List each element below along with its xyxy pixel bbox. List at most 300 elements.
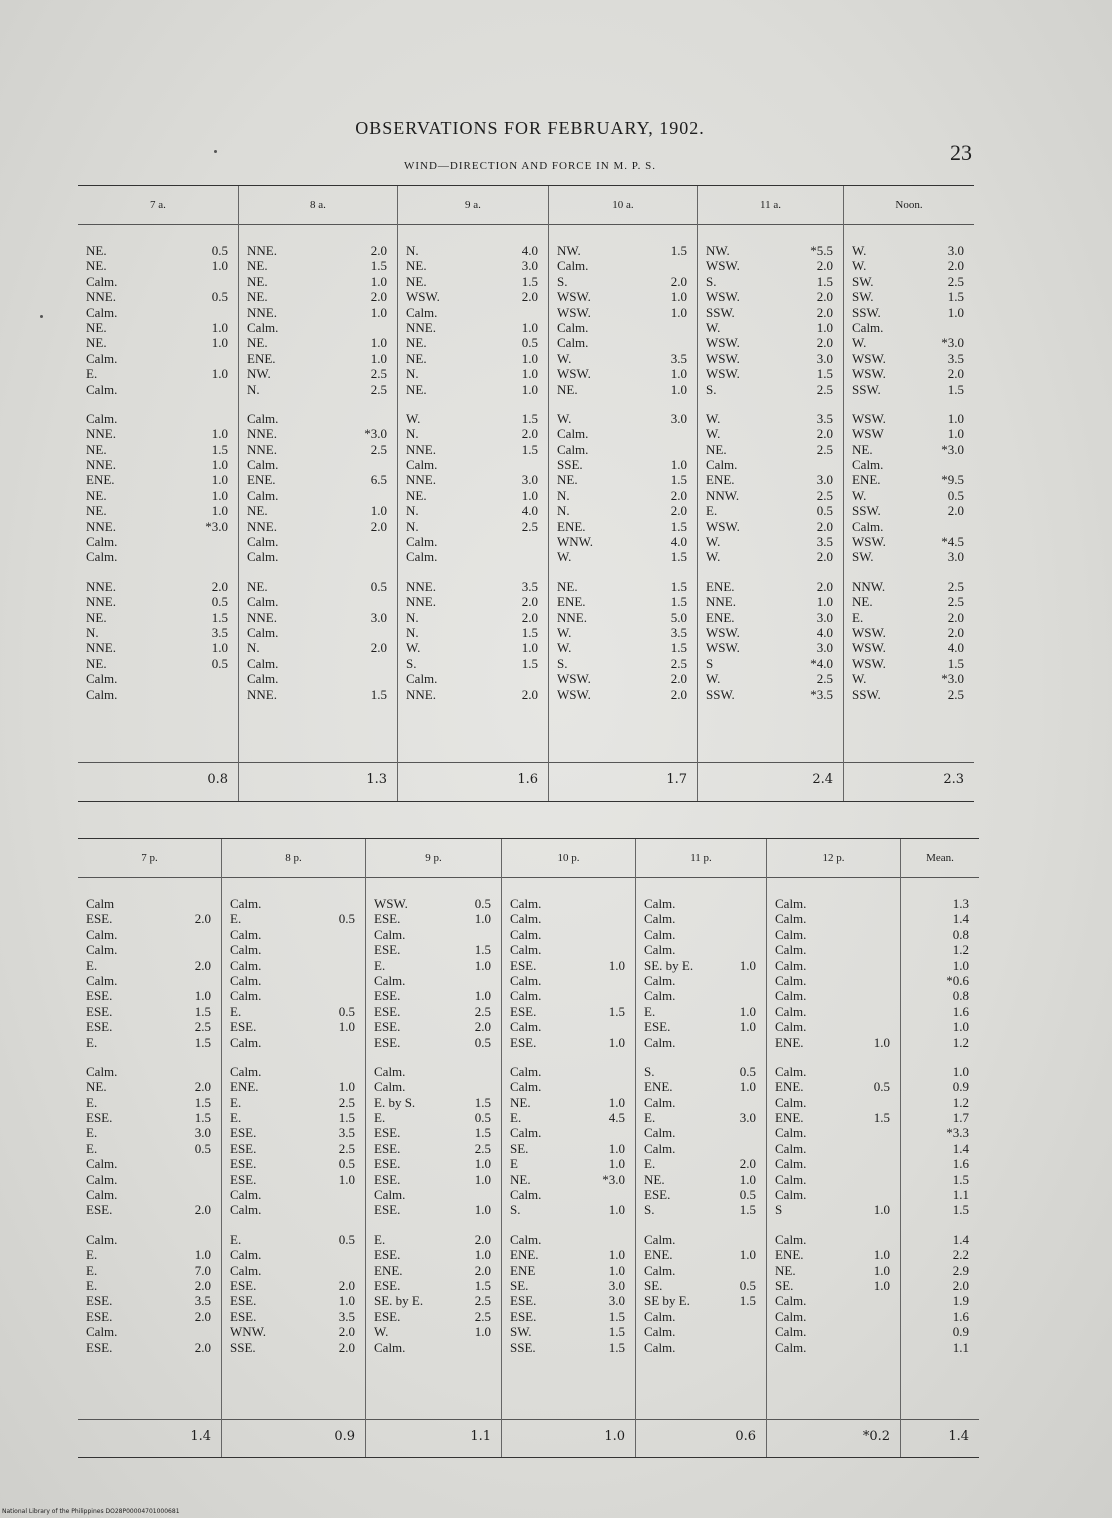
table-row <box>78 243 238 258</box>
table-row <box>636 1247 766 1262</box>
table-row <box>78 625 238 640</box>
table-row <box>366 942 501 957</box>
table-row <box>78 1125 221 1140</box>
wind-force: 0.5 <box>474 1110 491 1126</box>
wind-direction: NE. <box>406 350 427 366</box>
wind-force: 2.0 <box>370 243 387 258</box>
table-row <box>698 472 843 487</box>
wind-direction: NNE. <box>86 289 116 305</box>
wind-force: *3.0 <box>941 335 964 351</box>
wind-direction: ENE. <box>706 578 735 594</box>
table-row <box>549 442 697 457</box>
wind-force: 1.5 <box>816 366 833 382</box>
table-row <box>698 519 843 534</box>
table-row <box>78 1141 221 1156</box>
wind-direction: NE. <box>852 441 873 457</box>
wind-direction: Calm. <box>406 549 438 565</box>
wind-direction: SSW. <box>852 503 881 519</box>
table-row <box>239 579 397 594</box>
wind-force: 0.5 <box>211 289 228 305</box>
wind-direction: NE. <box>557 472 578 488</box>
column-mean-value: 2.3 <box>943 772 964 787</box>
table-row <box>844 320 974 335</box>
wind-direction: ENE. <box>644 1079 673 1095</box>
wind-direction: Calm. <box>86 350 118 366</box>
wind-force: 1.4 <box>952 1140 969 1156</box>
wind-force: 2.5 <box>947 273 964 289</box>
wind-force: 0.5 <box>194 1140 211 1156</box>
table-row <box>239 534 397 549</box>
wind-force: 1.5 <box>474 1094 491 1110</box>
wind-force: 3.0 <box>816 640 833 656</box>
wind-force: 0.5 <box>739 1063 756 1079</box>
wind-force: *4.5 <box>941 534 964 550</box>
table-row <box>767 1141 900 1156</box>
table-row <box>222 1293 365 1308</box>
table-row <box>502 1079 635 1094</box>
wind-direction: SSW. <box>706 686 735 702</box>
table-row <box>636 1187 766 1202</box>
table-row <box>78 534 238 549</box>
wind-force: 1.0 <box>873 1277 890 1293</box>
wind-force: 2.0 <box>474 1019 491 1035</box>
wind-force: 2.5 <box>370 441 387 457</box>
wind-direction: E. <box>644 1110 656 1126</box>
table-row <box>398 656 548 671</box>
wind-direction: E. <box>230 1110 242 1126</box>
table-column <box>548 186 697 801</box>
wind-force: 2.0 <box>521 289 538 305</box>
table-row <box>398 442 548 457</box>
scan-footer: National Library of the Philippines DO28P00004701000681 <box>2 1508 180 1515</box>
wind-force: 2.0 <box>194 1202 211 1218</box>
column-mean <box>502 1419 635 1458</box>
table-row <box>549 411 697 426</box>
wind-force: 7.0 <box>194 1262 211 1278</box>
table-row <box>844 687 974 702</box>
wind-force: 1.0 <box>670 381 687 397</box>
table-row <box>767 1079 900 1094</box>
wind-force: 2.5 <box>370 366 387 382</box>
table-row <box>549 366 697 381</box>
wind-force: 1.0 <box>873 1202 890 1218</box>
table-row <box>549 258 697 273</box>
wind-direction: Calm. <box>86 304 118 320</box>
wind-direction: ENE. <box>247 350 276 366</box>
wind-force: 1.0 <box>608 1140 625 1156</box>
table-row <box>78 1187 221 1202</box>
wind-direction: W. <box>706 319 721 335</box>
wind-force: 1.0 <box>739 1247 756 1263</box>
wind-direction: SSW. <box>706 304 735 320</box>
table-row <box>78 1079 221 1094</box>
wind-direction: Calm. <box>247 624 279 640</box>
wind-direction: Calm. <box>510 1231 542 1247</box>
column-mean <box>767 1419 900 1458</box>
wind-force: 1.2 <box>952 1094 969 1110</box>
wind-force: 3.5 <box>338 1308 355 1324</box>
wind-direction: NE. <box>86 335 107 351</box>
wind-direction: ESE. <box>374 1003 401 1019</box>
wind-direction: ESE. <box>510 1003 537 1019</box>
table-row <box>549 610 697 625</box>
wind-direction: SSE. <box>230 1339 256 1355</box>
wind-force: 1.6 <box>952 1003 969 1019</box>
wind-direction: WNW. <box>557 534 593 550</box>
table-row <box>844 351 974 366</box>
wind-force: 1.0 <box>947 410 964 426</box>
wind-direction: NNE. <box>86 457 116 473</box>
wind-force: 1.0 <box>608 1262 625 1278</box>
wind-direction: N. <box>86 624 99 640</box>
wind-direction: ESE. <box>230 1171 257 1187</box>
wind-direction: SE. <box>510 1140 529 1156</box>
wind-direction: E. <box>230 911 242 927</box>
wind-direction: Calm. <box>86 671 118 687</box>
wind-direction: E. by S. <box>374 1094 416 1110</box>
table-row <box>636 1232 766 1247</box>
wind-direction: N. <box>406 366 419 382</box>
table-row <box>844 426 974 441</box>
wind-direction: NE. <box>510 1171 531 1187</box>
table-row <box>78 1202 221 1217</box>
table-column <box>78 839 221 1457</box>
table-row <box>698 305 843 320</box>
wind-force: 1.0 <box>194 988 211 1004</box>
wind-force: 1.4 <box>952 1231 969 1247</box>
wind-direction: NE. <box>406 258 427 274</box>
table-row <box>767 973 900 988</box>
table-row <box>239 503 397 518</box>
wind-direction: Calm. <box>775 957 807 973</box>
wind-direction: E. <box>86 366 98 382</box>
wind-direction: NE. <box>86 441 107 457</box>
wind-direction: Calm. <box>706 457 738 473</box>
wind-force: *0.6 <box>946 972 969 988</box>
wind-direction: Calm. <box>374 926 406 942</box>
table-row <box>698 534 843 549</box>
table-row <box>844 519 974 534</box>
wind-direction: NE. <box>86 503 107 519</box>
wind-direction: E. <box>86 1140 98 1156</box>
table-row <box>901 1156 979 1171</box>
wind-force: 1.0 <box>873 1247 890 1263</box>
table-row <box>502 1278 635 1293</box>
table-row <box>767 896 900 911</box>
table-row <box>222 942 365 957</box>
wind-direction: Calm. <box>510 988 542 1004</box>
table-row <box>78 1278 221 1293</box>
wind-direction: ENE. <box>644 1247 673 1263</box>
wind-force: 2.5 <box>670 655 687 671</box>
wind-direction: Calm. <box>247 534 279 550</box>
table-row <box>239 351 397 366</box>
wind-direction: ENE. <box>557 594 586 610</box>
wind-direction: ESE. <box>510 1034 537 1050</box>
table-row <box>502 1064 635 1079</box>
wind-direction: NW. <box>557 243 581 258</box>
wind-force: *3.0 <box>941 671 964 687</box>
table-row <box>502 1019 635 1034</box>
lower-wind-table <box>78 838 979 1458</box>
wind-direction: Calm. <box>86 410 118 426</box>
table-row <box>78 594 238 609</box>
wind-force: 2.0 <box>670 273 687 289</box>
wind-force: 1.5 <box>338 1110 355 1126</box>
wind-force: 2.0 <box>474 1231 491 1247</box>
table-row <box>78 1263 221 1278</box>
wind-direction: ESE. <box>230 1125 257 1141</box>
table-column <box>78 186 238 801</box>
wind-direction: N. <box>406 518 419 534</box>
table-row <box>698 579 843 594</box>
wind-direction: Calm. <box>644 896 676 911</box>
table-row <box>78 335 238 350</box>
wind-force: 2.0 <box>521 426 538 442</box>
table-row <box>366 973 501 988</box>
wind-direction: S. <box>644 1063 655 1079</box>
wind-direction: E. <box>644 1156 656 1172</box>
wind-direction: NNE. <box>406 472 436 488</box>
wind-direction: W. <box>374 1324 389 1340</box>
table-row <box>502 1095 635 1110</box>
wind-direction: ESE. <box>374 911 401 927</box>
wind-direction: Calm. <box>644 1324 676 1340</box>
wind-force: 2.5 <box>194 1019 211 1035</box>
table-row <box>78 1156 221 1171</box>
table-row <box>901 927 979 942</box>
column-header: 12 p. <box>767 839 900 878</box>
table-row <box>549 335 697 350</box>
wind-direction: SE. <box>644 1277 663 1293</box>
table-column <box>900 839 979 1457</box>
table-row <box>901 973 979 988</box>
wind-direction: E. <box>86 1094 98 1110</box>
table-row <box>767 1019 900 1034</box>
table-row <box>549 305 697 320</box>
table-row <box>767 1004 900 1019</box>
wind-force: 1.0 <box>521 381 538 397</box>
table-row <box>78 274 238 289</box>
table-row <box>767 1247 900 1262</box>
wind-force: 1.0 <box>670 304 687 320</box>
table-row <box>901 1263 979 1278</box>
wind-force: 4.5 <box>608 1110 625 1126</box>
table-row <box>698 411 843 426</box>
wind-direction: ESE. <box>86 1293 113 1309</box>
table-row <box>78 289 238 304</box>
table-row <box>767 927 900 942</box>
table-row <box>502 1232 635 1247</box>
wind-force: 2.0 <box>816 289 833 305</box>
table-row <box>502 1340 635 1355</box>
column-mean-value: 2.4 <box>812 772 833 787</box>
wind-direction: SE. by E. <box>644 957 694 973</box>
wind-direction: ESE. <box>86 1202 113 1218</box>
table-row <box>239 289 397 304</box>
table-column <box>221 839 365 1457</box>
wind-direction: Calm. <box>510 1125 542 1141</box>
wind-direction: NNE. <box>406 594 436 610</box>
wind-direction: Calm. <box>775 911 807 927</box>
table-row <box>901 1232 979 1247</box>
wind-direction: Calm. <box>230 1247 262 1263</box>
wind-force: 2.0 <box>338 1277 355 1293</box>
wind-force: 2.0 <box>670 686 687 702</box>
table-row <box>698 426 843 441</box>
wind-direction: SW. <box>852 289 874 305</box>
wind-direction: Calm. <box>510 1079 542 1095</box>
wind-direction: Calm. <box>775 926 807 942</box>
wind-direction: W. <box>557 410 572 426</box>
table-row <box>222 1340 365 1355</box>
wind-force: 2.0 <box>816 518 833 534</box>
wind-direction: NW. <box>706 243 730 258</box>
wind-direction: ESE. <box>86 1110 113 1126</box>
wind-direction: E. <box>644 1003 656 1019</box>
wind-direction: W. <box>706 534 721 550</box>
table-row <box>366 1278 501 1293</box>
wind-force: *3.5 <box>810 686 833 702</box>
wind-force: 1.5 <box>194 1003 211 1019</box>
table-row <box>366 1293 501 1308</box>
column-mean-value: 0.9 <box>334 1429 355 1444</box>
column-mean-value: 1.4 <box>190 1429 211 1444</box>
wind-force: 2.0 <box>816 304 833 320</box>
table-row <box>549 351 697 366</box>
column-mean-value: *0.2 <box>862 1429 890 1444</box>
column-mean <box>239 762 397 801</box>
wind-direction: WSW. <box>706 258 740 274</box>
wind-force: 3.0 <box>608 1293 625 1309</box>
wind-direction: S <box>775 1202 783 1218</box>
wind-force: 1.0 <box>338 1171 355 1187</box>
wind-force: 1.5 <box>521 273 538 289</box>
table-row <box>549 457 697 472</box>
wind-force: 1.5 <box>474 942 491 958</box>
wind-force: 2.0 <box>670 503 687 519</box>
wind-direction: Calm. <box>247 410 279 426</box>
wind-direction: ESE. <box>374 1308 401 1324</box>
column-mean-value: 1.6 <box>517 772 538 787</box>
wind-direction: NNE. <box>557 609 587 625</box>
table-row <box>767 1324 900 1339</box>
table-row <box>636 1019 766 1034</box>
wind-force: 1.0 <box>608 1247 625 1263</box>
wind-direction: Calm <box>86 896 115 911</box>
wind-force: 1.0 <box>670 289 687 305</box>
table-row <box>366 1019 501 1034</box>
wind-direction: N. <box>406 503 419 519</box>
wind-direction: NE. <box>406 487 427 503</box>
table-row <box>698 258 843 273</box>
wind-force: 1.5 <box>474 1125 491 1141</box>
table-row <box>844 442 974 457</box>
wind-force: 1.0 <box>211 503 228 519</box>
table-row <box>549 671 697 686</box>
wind-force: 1.0 <box>873 1262 890 1278</box>
table-row <box>239 382 397 397</box>
wind-force: 1.5 <box>873 1110 890 1126</box>
wind-direction: Calm. <box>644 1308 676 1324</box>
table-row <box>901 1247 979 1262</box>
wind-force: 0.5 <box>370 578 387 594</box>
wind-direction: E. <box>86 1125 98 1141</box>
table-row <box>222 1263 365 1278</box>
wind-direction: ESE. <box>86 1308 113 1324</box>
table-row <box>239 243 397 258</box>
table-row <box>502 958 635 973</box>
table-row <box>636 1004 766 1019</box>
table-row <box>222 973 365 988</box>
wind-direction: E. <box>86 1262 98 1278</box>
table-row <box>239 320 397 335</box>
table-row <box>398 305 548 320</box>
table-column <box>365 839 501 1457</box>
table-row <box>222 1141 365 1156</box>
table-row <box>901 1340 979 1355</box>
table-row <box>698 289 843 304</box>
table-row <box>767 1278 900 1293</box>
wind-direction: Calm. <box>230 1187 262 1203</box>
wind-force: 2.0 <box>670 487 687 503</box>
column-header: Mean. <box>901 839 979 878</box>
table-row <box>366 1079 501 1094</box>
table-row <box>366 1035 501 1050</box>
table-row <box>398 289 548 304</box>
table-row <box>222 958 365 973</box>
wind-force: 2.5 <box>474 1140 491 1156</box>
column-header: 9 a. <box>398 186 548 225</box>
wind-force: 2.0 <box>952 1277 969 1293</box>
wind-force: 1.5 <box>521 624 538 640</box>
wind-direction: Calm. <box>86 534 118 550</box>
wind-direction: Calm. <box>247 594 279 610</box>
wind-direction: Calm. <box>406 457 438 473</box>
table-row <box>901 1004 979 1019</box>
wind-force: 2.0 <box>947 366 964 382</box>
table-row <box>398 519 548 534</box>
wind-force: 0.5 <box>211 655 228 671</box>
wind-force: 2.0 <box>338 1339 355 1355</box>
wind-force: *3.0 <box>941 441 964 457</box>
wind-force: 1.5 <box>608 1339 625 1355</box>
column-header: 10 a. <box>549 186 697 225</box>
column-mean-value: 1.7 <box>666 772 687 787</box>
wind-direction: N. <box>406 609 419 625</box>
table-row <box>222 1324 365 1339</box>
wind-direction: ENE. <box>775 1034 804 1050</box>
wind-force: 1.0 <box>521 640 538 656</box>
wind-direction: Calm. <box>775 1324 807 1340</box>
wind-force: 3.0 <box>816 472 833 488</box>
wind-direction: Calm. <box>247 319 279 335</box>
table-row <box>366 1095 501 1110</box>
table-row <box>366 1187 501 1202</box>
table-row <box>78 457 238 472</box>
wind-direction: Calm. <box>775 988 807 1004</box>
table-row <box>78 1309 221 1324</box>
wind-direction: ESE. <box>86 1339 113 1355</box>
table-row <box>366 958 501 973</box>
wind-force: 1.0 <box>370 273 387 289</box>
wind-direction: ESE. <box>86 911 113 927</box>
table-row <box>698 351 843 366</box>
table-row <box>222 1064 365 1079</box>
table-row <box>549 503 697 518</box>
wind-direction: NNE. <box>406 441 436 457</box>
wind-direction: Calm. <box>374 972 406 988</box>
